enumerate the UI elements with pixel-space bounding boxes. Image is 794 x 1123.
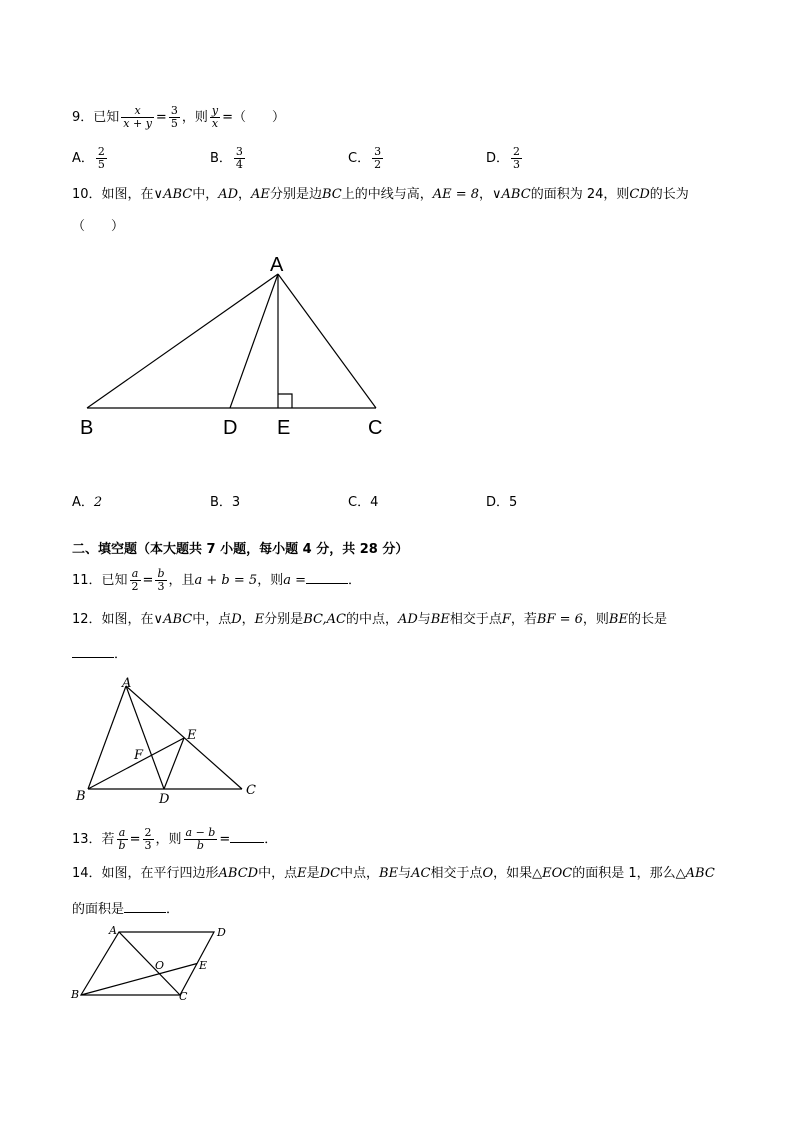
q12-label-b: B: [76, 789, 86, 804]
q9-option-d[interactable]: D． $\frac{2}{3}$: [486, 145, 521, 171]
question-13: 13．若 $\frac{a}{b}$ = $\frac{2}{3}$ ，则 $\frac{a - b}{b}$ = ．: [72, 826, 278, 852]
question-14: 14．如图，在平行四边形ABCD中，点E是DC中点，BE与AC相交于点O，如果△EOC的面积是 1，那么△ABC: [72, 866, 715, 881]
q14-label-e: E: [199, 959, 208, 972]
q10-side-ac: [278, 274, 376, 408]
q13-answer-blank[interactable]: [230, 828, 264, 843]
q14-parallelogram: [81, 932, 214, 995]
question-10: 10．如图，在∨ABC中，AD，AE分别是边BC上的中线与高，AE = 8，∨ABC的面积为 24，则CD的长为: [72, 187, 689, 202]
q12-label-e: E: [187, 728, 197, 743]
q12-answer-line: ．: [72, 643, 127, 665]
q12-label-f: F: [134, 748, 144, 763]
section-2-heading: 二、填空题（本大题共 7 小题，每小题 4 分，共 28 分）: [72, 542, 409, 557]
q10-option-a[interactable]: A．2: [72, 495, 103, 510]
q12-answer-blank[interactable]: [72, 643, 114, 658]
q9-fraction-1: $\frac{x}{x + y}$: [123, 104, 152, 130]
q14-line-2: 的面积是 ．: [72, 898, 179, 920]
q14-answer-blank[interactable]: [124, 898, 166, 913]
q10-label-a: A: [270, 254, 284, 276]
q13-fraction-3: $\frac{a - b}{b}$: [185, 826, 216, 852]
q10-label-e: E: [277, 417, 291, 439]
q12-label-d: D: [159, 792, 170, 807]
q9-prefix: 9．已知: [72, 110, 120, 125]
question-11: 11．已知 $\frac{a}{2}$ = $\frac{b}{3}$ ，且a + b = 5，则a = ．: [72, 567, 361, 593]
q12-median-be: [88, 738, 184, 789]
q10-label-c: C: [368, 417, 383, 439]
q10-option-c[interactable]: C．4: [348, 495, 379, 510]
q14-label-o: O: [155, 959, 165, 972]
q14-label-b: B: [71, 988, 80, 1001]
q14-label-a: A: [109, 924, 117, 937]
q14-diagonal-ac: [119, 932, 180, 995]
q9-option-c[interactable]: C． $\frac{3}{2}$: [348, 145, 382, 171]
q11-answer-blank[interactable]: [306, 569, 348, 584]
q10-median-ad: [230, 274, 278, 408]
q10-side-ab: [87, 274, 278, 408]
question-9: 9．已知 $\frac{x}{x + y}$ = $\frac{3}{5}$ ，则 $\frac{y}{x}$ =（ ）: [72, 104, 285, 130]
q13-fraction-1: $\frac{a}{b}$: [118, 826, 126, 852]
q10-option-d[interactable]: D．5: [486, 495, 518, 510]
q11-fraction-2: $\frac{b}{3}$: [157, 567, 165, 593]
q12-side-ac: [126, 686, 242, 789]
q10-right-angle-mark: [278, 394, 292, 408]
question-12: 12．如图，在∨ABC中，点D，E分别是BC,AC的中点，AD与BE相交于点F，若BF = 6，则BE的长是: [72, 612, 667, 627]
q12-segment-de: [164, 738, 184, 789]
q10-label-b: B: [80, 417, 94, 439]
q9-fraction-3: $\frac{y}{x}$: [211, 104, 219, 130]
q12-label-c: C: [246, 783, 256, 798]
q10-label-d: D: [223, 417, 238, 439]
q14-label-c: C: [179, 990, 188, 1003]
q11-fraction-1: $\frac{a}{2}$: [131, 567, 139, 593]
q12-median-ad: [126, 686, 164, 789]
q10-figure: [70, 248, 400, 448]
q12-figure: [70, 672, 270, 807]
q10-paren: （ ）: [72, 219, 125, 234]
q12-side-ab: [88, 686, 126, 789]
q9-option-a[interactable]: A． $\frac{2}{5}$: [72, 145, 105, 171]
q9-option-b[interactable]: B． $\frac{3}{4}$: [210, 145, 243, 171]
q9-fraction-2: $\frac{3}{5}$: [170, 104, 178, 130]
q12-label-a: A: [122, 676, 132, 691]
q14-figure: [70, 922, 235, 1004]
q13-fraction-2: $\frac{2}{3}$: [144, 826, 152, 852]
q14-label-d: D: [217, 926, 226, 939]
q10-option-b[interactable]: B．3: [210, 495, 241, 510]
